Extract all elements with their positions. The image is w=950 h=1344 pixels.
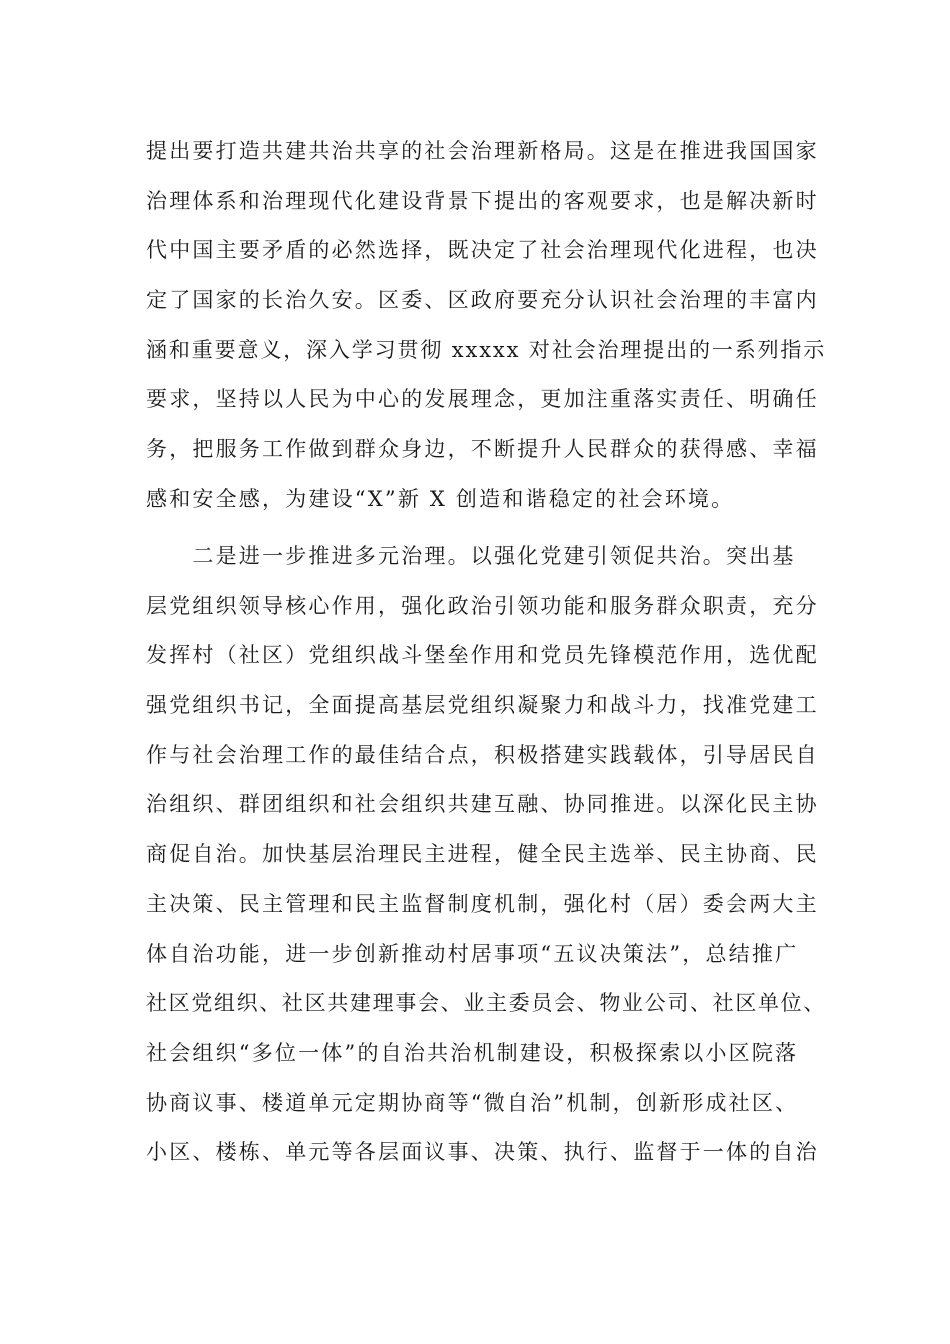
text-line: 强党组织书记，全面提高基层党组织凝聚力和战斗力，找准党建工 [146, 693, 819, 718]
text-line: 商促自治。加快基层治理民主进程，健全民主选举、民主协商、民 [146, 842, 819, 867]
text-line: 提出要打造共建共治共享的社会治理新格局。这是在推进我国国家 [146, 139, 819, 163]
text-line: 要求，坚持以人民为中心的发展理念，更加注重落实责任、明确任 [146, 387, 819, 412]
text-line: 社区党组织、社区共建理事会、业主委员会、物业公司、社区单位、 [146, 991, 826, 1016]
text-line: 小区、楼栋、单元等各层面议事、决策、执行、监督于一体的自治 [146, 1140, 819, 1165]
text-line: 社会组织“多位一体”的自治共治机制建设，积极探索以小区院落 [146, 1040, 799, 1065]
text-line: 二是进一步推进多元治理。以强化党建引领促共治。突出基 [146, 544, 796, 568]
text-line: 体自治功能，进一步创新推动村居事项“五议决策法”，总结推广 [146, 941, 799, 966]
text-line: 涵和重要意义，深入学习贯彻 xxxxx 对社会治理提出的一系列指示 [146, 337, 827, 362]
text-line: 作与社会治理工作的最佳结合点，积极搭建实践载体，引导居民自 [146, 742, 819, 767]
paragraph-1 [146, 127, 826, 525]
text-line: 层党组织领导核心作用，强化政治引领功能和服务群众职责，充分 [146, 593, 819, 618]
text-line: 治组织、群团组织和社会组织共建互融、协同推进。以深化民主协 [146, 792, 819, 817]
text-line: 务，把服务工作做到群众身边，不断提升人民群众的获得感、幸福 [146, 437, 819, 462]
text-line: 协商议事、楼道单元定期协商等“微自治”机制，创新形成社区、 [146, 1090, 799, 1115]
text-line: 治理体系和治理现代化建设背景下提出的客观要求，也是解决新时 [146, 188, 819, 213]
text-line: 定了国家的长治久安。区委、区政府要充分认识社会治理的丰富内 [146, 288, 819, 313]
text-line: 主决策、民主管理和民主监督制度机制，强化村（居）委会两大主 [146, 891, 819, 916]
text-line: 代中国主要矛盾的必然选择，既决定了社会治理现代化进程，也决 [146, 238, 819, 263]
text-line: 发挥村（社区）党组织战斗堡垒作用和党员先锋模范作用，选优配 [146, 643, 819, 668]
paragraph-2 [146, 532, 826, 1178]
text-line: 感和安全感，为建设“X”新 X 创造和谐稳定的社会环境。 [146, 486, 735, 511]
